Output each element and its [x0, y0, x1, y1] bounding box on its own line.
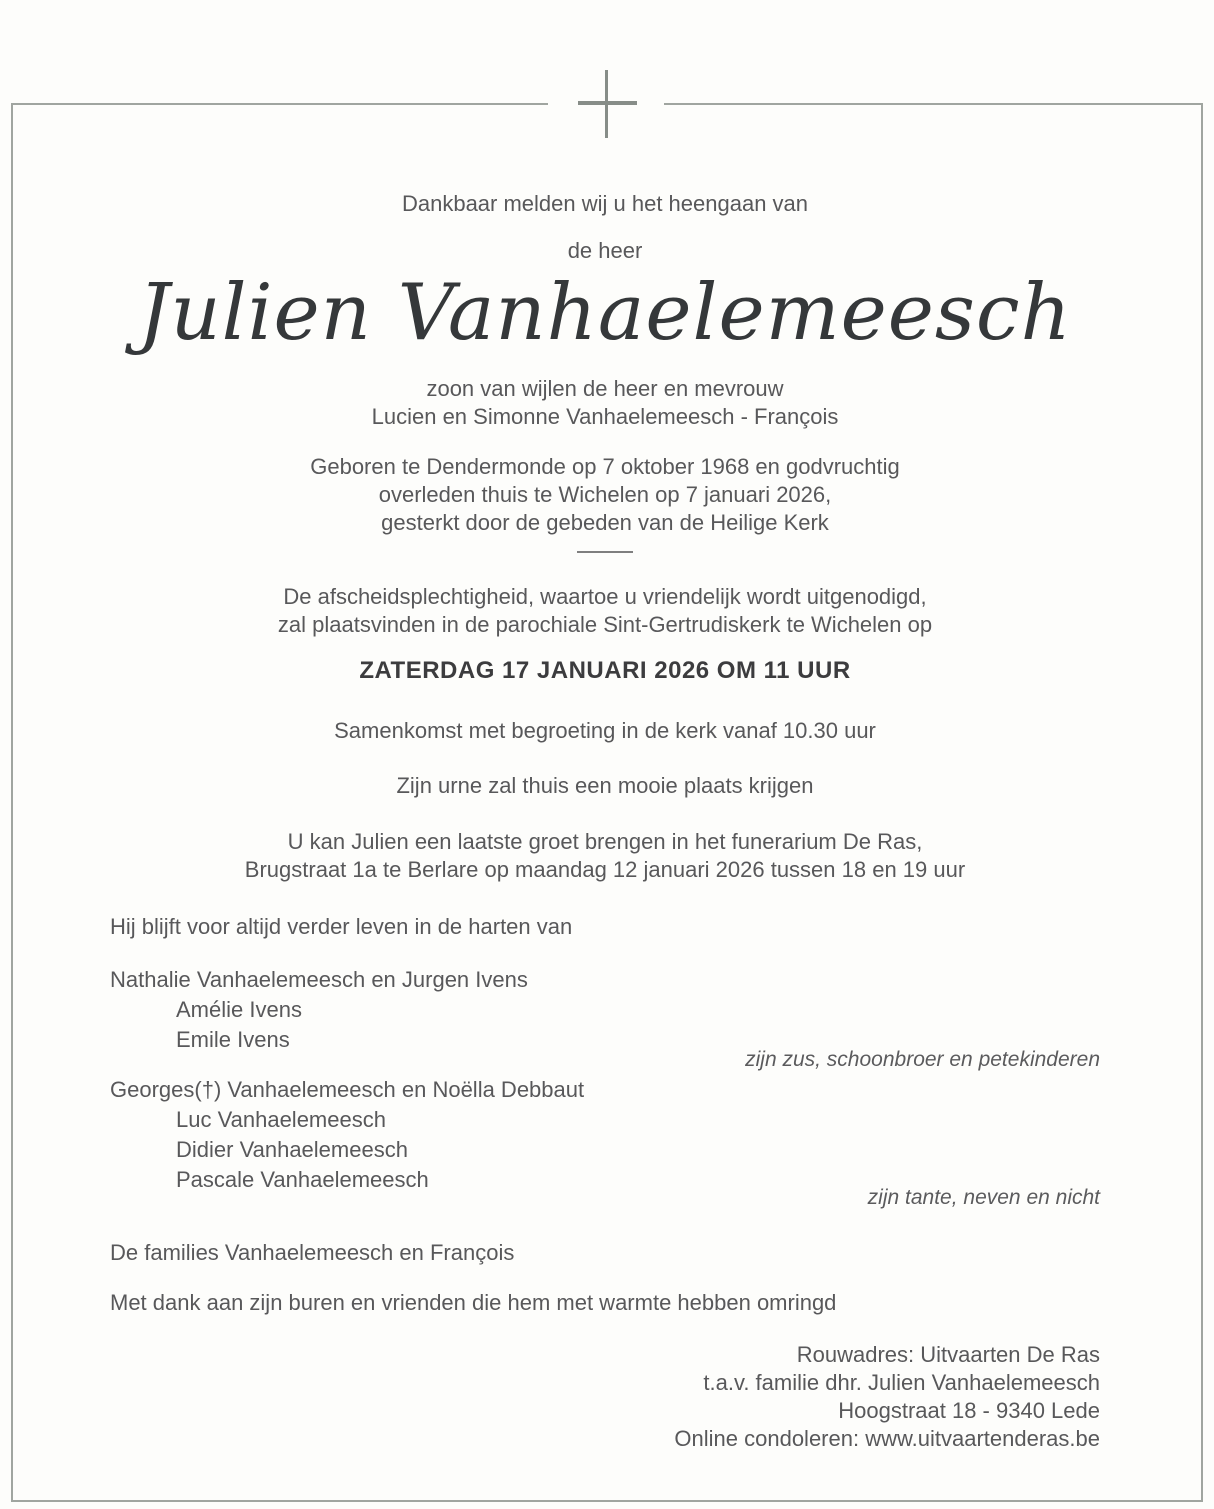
family-group1-main: Nathalie Vanhaelemeesch en Jurgen Ivens	[110, 967, 528, 992]
family-group2-child: Didier Vanhaelemeesch	[176, 1137, 408, 1162]
intro-line: Dankbaar melden wij u het heengaan van	[401, 191, 809, 216]
mourning-address-block	[110, 1341, 1100, 1453]
family-group2-child: Pascale Vanhaelemeesch	[176, 1167, 429, 1192]
family-group2-main: Georges(†) Vanhaelemeesch en Noëlla Debbaut	[110, 1077, 585, 1102]
life-dates-paragraph	[110, 453, 1100, 537]
birth-line: Geboren te Dendermonde op 7 oktober 1968 en godvruchtig	[310, 454, 900, 479]
church-line: gesterkt door de gebeden van de Heilige Kerk	[381, 510, 829, 535]
invitation-paragraph	[110, 583, 1100, 639]
visitation-paragraph	[110, 828, 1100, 884]
family-group2-relation: zijn tante, neven en nicht	[867, 1186, 1100, 1209]
urn-line: Zijn urne zal thuis een mooie plaats krijgen	[396, 773, 814, 798]
lineage-line-2: Lucien en Simonne Vanhaelemeesch - François	[371, 404, 839, 429]
remembrance-intro: Hij blijft voor altijd verder leven in de harten van	[110, 914, 573, 939]
invitation-line-1: De afscheidsplechtigheid, waartoe u vriendelijk wordt uitgenodigd,	[283, 584, 927, 609]
mourning-address-line: Rouwadres: Uitvaarten De Ras	[796, 1342, 1100, 1367]
condolence-line: Online condoleren: www.uitvaartenderas.be	[674, 1426, 1100, 1451]
family-group1-child: Emile Ivens	[176, 1027, 290, 1052]
family-group2-child: Luc Vanhaelemeesch	[176, 1107, 386, 1132]
ceremony-date-time: ZATERDAG 17 JANUARI 2026 OM 11 UUR	[359, 657, 851, 684]
family-group1-child: Amélie Ivens	[176, 997, 302, 1022]
families-line: De families Vanhaelemeesch en François	[110, 1240, 515, 1265]
gathering-line: Samenkomst met begroeting in de kerk vanaf 10.30 uur	[334, 718, 876, 743]
invitation-line-2: zal plaatsvinden in de parochiale Sint-Gertrudiskerk te Wichelen op	[277, 612, 933, 637]
deceased-name: Julien Vanhaelemeesch	[138, 268, 1072, 358]
family-group1-relation: zijn zus, schoonbroer en petekinderen	[745, 1048, 1100, 1071]
death-line: overleden thuis te Wichelen op 7 januari 2026,	[378, 482, 832, 507]
divider-line	[577, 551, 633, 553]
salutation-line: de heer	[567, 238, 643, 263]
street-line: Hoogstraat 18 - 9340 Lede	[838, 1398, 1100, 1423]
lineage-line-1: zoon van wijlen de heer en mevrouw	[426, 376, 784, 401]
visitation-line-2: Brugstraat 1a te Berlare op maandag 12 januari 2026 tussen 18 en 19 uur	[244, 857, 966, 882]
attention-line: t.a.v. familie dhr. Julien Vanhaelemeesch	[703, 1370, 1100, 1395]
visitation-line-1: U kan Julien een laatste groet brengen in het funerarium De Ras,	[287, 829, 923, 854]
thanks-line: Met dank aan zijn buren en vrienden die hem met warmte hebben omringd	[110, 1290, 837, 1315]
card-content	[110, 0, 1100, 1509]
